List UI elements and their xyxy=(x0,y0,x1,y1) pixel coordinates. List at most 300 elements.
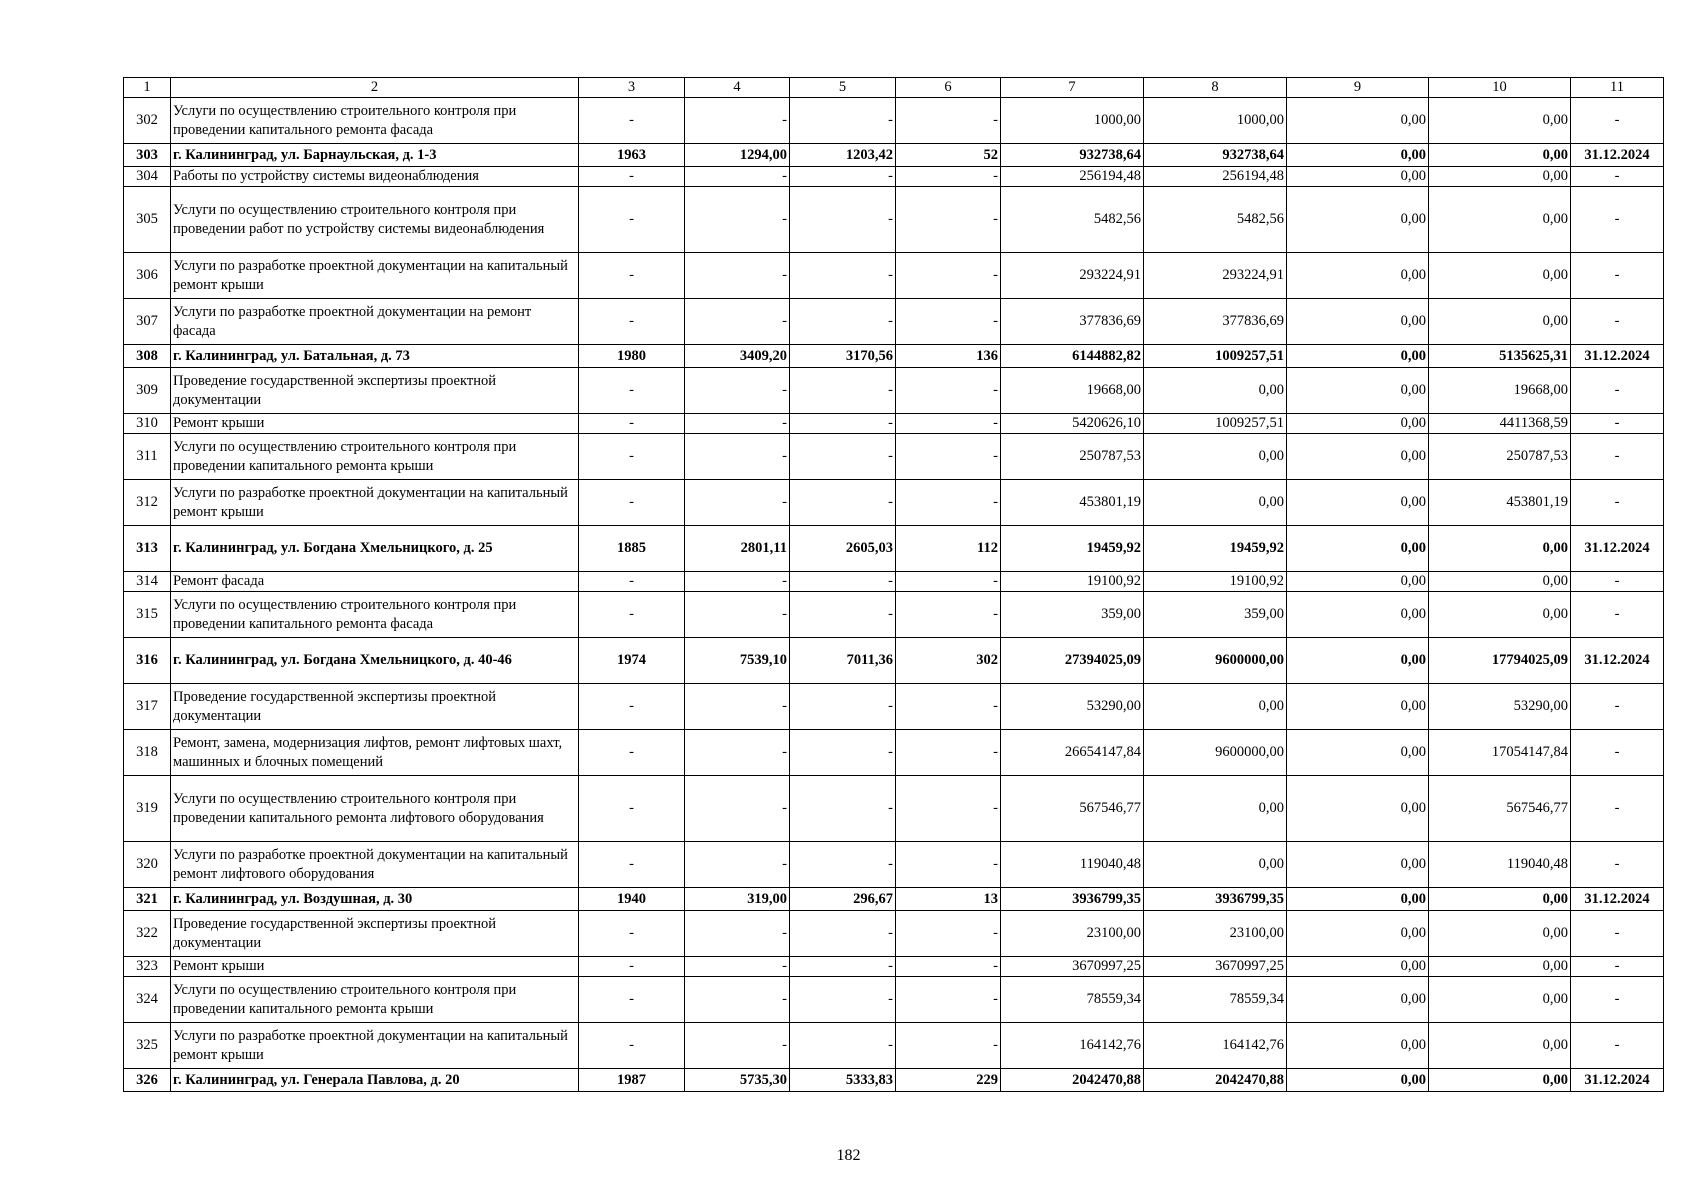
cell-col-4: 2801,11 xyxy=(685,526,790,572)
item-name: г. Калининград, ул. Батальная, д. 73 xyxy=(171,345,579,368)
item-name: Ремонт фасада xyxy=(171,572,579,592)
row-number: 314 xyxy=(124,572,171,592)
cell-col-10: 0,00 xyxy=(1429,888,1571,911)
cell-col-3: 1963 xyxy=(579,144,685,167)
cell-col-10: 119040,48 xyxy=(1429,842,1571,888)
cell-col-6: - xyxy=(896,730,1001,776)
column-header-4: 4 xyxy=(685,78,790,98)
cell-col-8: 0,00 xyxy=(1144,434,1287,480)
table-row xyxy=(124,167,1664,187)
cell-col-11: 31.12.2024 xyxy=(1571,1069,1664,1092)
cell-col-7: 359,00 xyxy=(1001,592,1144,638)
item-name: Услуги по разработке проектной документации на капитальный ремонт крыши xyxy=(171,253,579,299)
cell-col-5: - xyxy=(790,187,896,253)
row-number: 312 xyxy=(124,480,171,526)
table-row xyxy=(124,345,1664,368)
cell-col-10: 0,00 xyxy=(1429,1023,1571,1069)
cell-col-11: - xyxy=(1571,911,1664,957)
cell-col-11: 31.12.2024 xyxy=(1571,144,1664,167)
cell-col-6: 302 xyxy=(896,638,1001,684)
cell-col-3: - xyxy=(579,167,685,187)
cell-col-5: - xyxy=(790,1023,896,1069)
row-number: 324 xyxy=(124,977,171,1023)
page-number: 182 xyxy=(836,1147,861,1164)
cell-col-11: - xyxy=(1571,98,1664,144)
cell-col-7: 293224,91 xyxy=(1001,253,1144,299)
cell-col-10: 0,00 xyxy=(1429,526,1571,572)
table-row xyxy=(124,572,1664,592)
cell-col-8: 23100,00 xyxy=(1144,911,1287,957)
table-row xyxy=(124,911,1664,957)
cell-col-9: 0,00 xyxy=(1287,842,1429,888)
item-name: Услуги по осуществлению строительного контроля при проведении капитального ремонта лифтового оборудования xyxy=(171,776,579,842)
table-row xyxy=(124,368,1664,414)
cell-col-4: - xyxy=(685,730,790,776)
row-number: 317 xyxy=(124,684,171,730)
cell-col-9: 0,00 xyxy=(1287,167,1429,187)
cell-col-7: 377836,69 xyxy=(1001,299,1144,345)
cell-col-8: 0,00 xyxy=(1144,368,1287,414)
cell-col-8: 377836,69 xyxy=(1144,299,1287,345)
cell-col-6: 112 xyxy=(896,526,1001,572)
cell-col-6: - xyxy=(896,299,1001,345)
cell-col-6: 136 xyxy=(896,345,1001,368)
table-row xyxy=(124,888,1664,911)
cell-col-6: - xyxy=(896,167,1001,187)
cell-col-11: - xyxy=(1571,730,1664,776)
cell-col-9: 0,00 xyxy=(1287,526,1429,572)
cell-col-4: - xyxy=(685,957,790,977)
row-number: 316 xyxy=(124,638,171,684)
cell-col-3: - xyxy=(579,480,685,526)
row-number: 309 xyxy=(124,368,171,414)
item-name: Проведение государственной экспертизы проектной документации xyxy=(171,684,579,730)
cell-col-6: - xyxy=(896,368,1001,414)
cell-col-6: - xyxy=(896,1023,1001,1069)
column-header-6: 6 xyxy=(896,78,1001,98)
cell-col-5: 5333,83 xyxy=(790,1069,896,1092)
table-row xyxy=(124,592,1664,638)
cell-col-3: - xyxy=(579,187,685,253)
cell-col-3: - xyxy=(579,957,685,977)
cell-col-3: 1980 xyxy=(579,345,685,368)
row-number: 319 xyxy=(124,776,171,842)
cell-col-7: 256194,48 xyxy=(1001,167,1144,187)
cell-col-7: 5420626,10 xyxy=(1001,414,1144,434)
column-header-8: 8 xyxy=(1144,78,1287,98)
cell-col-6: - xyxy=(896,253,1001,299)
table-body xyxy=(124,98,1664,1092)
cell-col-3: 1974 xyxy=(579,638,685,684)
cell-col-3: - xyxy=(579,911,685,957)
row-number: 303 xyxy=(124,144,171,167)
cell-col-11: 31.12.2024 xyxy=(1571,638,1664,684)
cell-col-6: - xyxy=(896,592,1001,638)
cell-col-9: 0,00 xyxy=(1287,592,1429,638)
cell-col-6: 229 xyxy=(896,1069,1001,1092)
cell-col-5: 7011,36 xyxy=(790,638,896,684)
cell-col-7: 19100,92 xyxy=(1001,572,1144,592)
cell-col-4: - xyxy=(685,253,790,299)
header-row xyxy=(124,78,1664,98)
cell-col-6: - xyxy=(896,434,1001,480)
item-name: Услуги по разработке проектной документации на капитальный ремонт крыши xyxy=(171,1023,579,1069)
cell-col-11: - xyxy=(1571,842,1664,888)
works-table xyxy=(123,77,1664,1092)
cell-col-9: 0,00 xyxy=(1287,776,1429,842)
cell-col-3: - xyxy=(579,842,685,888)
cell-col-9: 0,00 xyxy=(1287,1023,1429,1069)
cell-col-9: 0,00 xyxy=(1287,911,1429,957)
row-number: 313 xyxy=(124,526,171,572)
cell-col-8: 9600000,00 xyxy=(1144,730,1287,776)
cell-col-11: - xyxy=(1571,167,1664,187)
cell-col-9: 0,00 xyxy=(1287,684,1429,730)
row-number: 320 xyxy=(124,842,171,888)
cell-col-11: - xyxy=(1571,299,1664,345)
cell-col-10: 0,00 xyxy=(1429,977,1571,1023)
cell-col-6: - xyxy=(896,480,1001,526)
cell-col-11: 31.12.2024 xyxy=(1571,526,1664,572)
cell-col-7: 3670997,25 xyxy=(1001,957,1144,977)
table-row xyxy=(124,480,1664,526)
cell-col-8: 1009257,51 xyxy=(1144,345,1287,368)
cell-col-7: 2042470,88 xyxy=(1001,1069,1144,1092)
cell-col-4: - xyxy=(685,434,790,480)
cell-col-5: - xyxy=(790,730,896,776)
cell-col-8: 19100,92 xyxy=(1144,572,1287,592)
cell-col-6: - xyxy=(896,98,1001,144)
column-header-1: 1 xyxy=(124,78,171,98)
cell-col-3: - xyxy=(579,592,685,638)
cell-col-4: - xyxy=(685,187,790,253)
cell-col-3: - xyxy=(579,776,685,842)
item-name: г. Калининград, ул. Воздушная, д. 30 xyxy=(171,888,579,911)
cell-col-8: 9600000,00 xyxy=(1144,638,1287,684)
cell-col-4: - xyxy=(685,977,790,1023)
cell-col-10: 53290,00 xyxy=(1429,684,1571,730)
cell-col-5: - xyxy=(790,977,896,1023)
item-name: Проведение государственной экспертизы проектной документации xyxy=(171,368,579,414)
table-row xyxy=(124,730,1664,776)
cell-col-6: - xyxy=(896,684,1001,730)
cell-col-8: 2042470,88 xyxy=(1144,1069,1287,1092)
cell-col-4: - xyxy=(685,480,790,526)
cell-col-3: 1885 xyxy=(579,526,685,572)
cell-col-5: - xyxy=(790,842,896,888)
cell-col-11: - xyxy=(1571,434,1664,480)
column-header-9: 9 xyxy=(1287,78,1429,98)
cell-col-9: 0,00 xyxy=(1287,480,1429,526)
cell-col-5: - xyxy=(790,776,896,842)
cell-col-9: 0,00 xyxy=(1287,299,1429,345)
cell-col-10: 250787,53 xyxy=(1429,434,1571,480)
item-name: Ремонт крыши xyxy=(171,414,579,434)
cell-col-6: - xyxy=(896,957,1001,977)
cell-col-9: 0,00 xyxy=(1287,888,1429,911)
row-number: 307 xyxy=(124,299,171,345)
item-name: Услуги по осуществлению строительного контроля при проведении работ по устройству системы видеонаблюдения xyxy=(171,187,579,253)
cell-col-8: 5482,56 xyxy=(1144,187,1287,253)
cell-col-5: - xyxy=(790,434,896,480)
cell-col-5: - xyxy=(790,572,896,592)
cell-col-3: - xyxy=(579,684,685,730)
item-name: Услуги по осуществлению строительного контроля при проведении капитального ремонта фасада xyxy=(171,98,579,144)
cell-col-5: - xyxy=(790,480,896,526)
cell-col-10: 17054147,84 xyxy=(1429,730,1571,776)
cell-col-7: 453801,19 xyxy=(1001,480,1144,526)
cell-col-8: 164142,76 xyxy=(1144,1023,1287,1069)
cell-col-5: 3170,56 xyxy=(790,345,896,368)
cell-col-7: 78559,34 xyxy=(1001,977,1144,1023)
cell-col-7: 1000,00 xyxy=(1001,98,1144,144)
cell-col-8: 1009257,51 xyxy=(1144,414,1287,434)
cell-col-9: 0,00 xyxy=(1287,977,1429,1023)
cell-col-5: - xyxy=(790,684,896,730)
cell-col-10: 19668,00 xyxy=(1429,368,1571,414)
table-row xyxy=(124,434,1664,480)
cell-col-6: - xyxy=(896,414,1001,434)
cell-col-3: - xyxy=(579,572,685,592)
cell-col-9: 0,00 xyxy=(1287,572,1429,592)
cell-col-11: - xyxy=(1571,977,1664,1023)
cell-col-11: - xyxy=(1571,253,1664,299)
column-header-10: 10 xyxy=(1429,78,1571,98)
cell-col-7: 53290,00 xyxy=(1001,684,1144,730)
cell-col-3: 1987 xyxy=(579,1069,685,1092)
cell-col-4: 7539,10 xyxy=(685,638,790,684)
cell-col-4: - xyxy=(685,911,790,957)
cell-col-10: 0,00 xyxy=(1429,572,1571,592)
row-number: 304 xyxy=(124,167,171,187)
cell-col-8: 0,00 xyxy=(1144,684,1287,730)
table-row xyxy=(124,1069,1664,1092)
item-name: Услуги по разработке проектной документации на капитальный ремонт лифтового оборудования xyxy=(171,842,579,888)
cell-col-3: - xyxy=(579,1023,685,1069)
item-name: Ремонт, замена, модернизация лифтов, ремонт лифтовых шахт, машинных и блочных помещений xyxy=(171,730,579,776)
cell-col-7: 164142,76 xyxy=(1001,1023,1144,1069)
cell-col-4: - xyxy=(685,592,790,638)
cell-col-9: 0,00 xyxy=(1287,98,1429,144)
cell-col-10: 0,00 xyxy=(1429,98,1571,144)
cell-col-5: - xyxy=(790,911,896,957)
cell-col-4: - xyxy=(685,98,790,144)
cell-col-5: - xyxy=(790,299,896,345)
cell-col-6: - xyxy=(896,776,1001,842)
cell-col-4: - xyxy=(685,414,790,434)
table-row xyxy=(124,414,1664,434)
cell-col-10: 0,00 xyxy=(1429,167,1571,187)
cell-col-4: - xyxy=(685,167,790,187)
item-name: Услуги по разработке проектной документации на ремонт фасада xyxy=(171,299,579,345)
table-row xyxy=(124,98,1664,144)
row-number: 306 xyxy=(124,253,171,299)
cell-col-8: 1000,00 xyxy=(1144,98,1287,144)
cell-col-11: - xyxy=(1571,957,1664,977)
cell-col-6: - xyxy=(896,911,1001,957)
cell-col-5: - xyxy=(790,253,896,299)
item-name: Ремонт крыши xyxy=(171,957,579,977)
cell-col-7: 932738,64 xyxy=(1001,144,1144,167)
row-number: 318 xyxy=(124,730,171,776)
row-number: 323 xyxy=(124,957,171,977)
cell-col-11: - xyxy=(1571,414,1664,434)
cell-col-9: 0,00 xyxy=(1287,638,1429,684)
item-name: Работы по устройству системы видеонаблюдения xyxy=(171,167,579,187)
cell-col-7: 250787,53 xyxy=(1001,434,1144,480)
cell-col-8: 0,00 xyxy=(1144,480,1287,526)
cell-col-10: 0,00 xyxy=(1429,1069,1571,1092)
cell-col-4: 5735,30 xyxy=(685,1069,790,1092)
cell-col-8: 359,00 xyxy=(1144,592,1287,638)
item-name: Услуги по разработке проектной документации на капитальный ремонт крыши xyxy=(171,480,579,526)
cell-col-3: - xyxy=(579,368,685,414)
table-row xyxy=(124,684,1664,730)
cell-col-9: 0,00 xyxy=(1287,345,1429,368)
cell-col-8: 932738,64 xyxy=(1144,144,1287,167)
table-row xyxy=(124,144,1664,167)
cell-col-7: 567546,77 xyxy=(1001,776,1144,842)
row-number: 326 xyxy=(124,1069,171,1092)
row-number: 310 xyxy=(124,414,171,434)
cell-col-3: - xyxy=(579,253,685,299)
cell-col-6: - xyxy=(896,842,1001,888)
table-row xyxy=(124,1023,1664,1069)
column-header-2: 2 xyxy=(171,78,579,98)
row-number: 322 xyxy=(124,911,171,957)
cell-col-8: 19459,92 xyxy=(1144,526,1287,572)
table-row xyxy=(124,187,1664,253)
cell-col-10: 0,00 xyxy=(1429,144,1571,167)
cell-col-10: 0,00 xyxy=(1429,911,1571,957)
cell-col-8: 0,00 xyxy=(1144,842,1287,888)
cell-col-9: 0,00 xyxy=(1287,434,1429,480)
cell-col-5: 296,67 xyxy=(790,888,896,911)
cell-col-3: - xyxy=(579,434,685,480)
cell-col-9: 0,00 xyxy=(1287,187,1429,253)
cell-col-3: - xyxy=(579,299,685,345)
cell-col-11: - xyxy=(1571,1023,1664,1069)
row-number: 325 xyxy=(124,1023,171,1069)
cell-col-4: 319,00 xyxy=(685,888,790,911)
cell-col-11: - xyxy=(1571,776,1664,842)
item-name: г. Калининград, ул. Генерала Павлова, д. 20 xyxy=(171,1069,579,1092)
cell-col-10: 0,00 xyxy=(1429,299,1571,345)
cell-col-4: - xyxy=(685,368,790,414)
table-row xyxy=(124,299,1664,345)
cell-col-7: 19668,00 xyxy=(1001,368,1144,414)
cell-col-11: - xyxy=(1571,684,1664,730)
column-header-3: 3 xyxy=(579,78,685,98)
cell-col-3: 1940 xyxy=(579,888,685,911)
cell-col-5: 1203,42 xyxy=(790,144,896,167)
cell-col-9: 0,00 xyxy=(1287,730,1429,776)
cell-col-3: - xyxy=(579,98,685,144)
cell-col-8: 3670997,25 xyxy=(1144,957,1287,977)
cell-col-5: - xyxy=(790,167,896,187)
item-name: Проведение государственной экспертизы проектной документации xyxy=(171,911,579,957)
cell-col-11: 31.12.2024 xyxy=(1571,345,1664,368)
cell-col-10: 4411368,59 xyxy=(1429,414,1571,434)
row-number: 315 xyxy=(124,592,171,638)
cell-col-6: - xyxy=(896,572,1001,592)
cell-col-8: 256194,48 xyxy=(1144,167,1287,187)
column-header-7: 7 xyxy=(1001,78,1144,98)
cell-col-10: 567546,77 xyxy=(1429,776,1571,842)
cell-col-8: 78559,34 xyxy=(1144,977,1287,1023)
cell-col-10: 0,00 xyxy=(1429,957,1571,977)
table-row xyxy=(124,526,1664,572)
cell-col-5: - xyxy=(790,414,896,434)
cell-col-9: 0,00 xyxy=(1287,414,1429,434)
cell-col-6: 52 xyxy=(896,144,1001,167)
cell-col-6: - xyxy=(896,977,1001,1023)
cell-col-11: - xyxy=(1571,368,1664,414)
cell-col-8: 3936799,35 xyxy=(1144,888,1287,911)
cell-col-7: 23100,00 xyxy=(1001,911,1144,957)
cell-col-5: - xyxy=(790,592,896,638)
cell-col-7: 6144882,82 xyxy=(1001,345,1144,368)
cell-col-9: 0,00 xyxy=(1287,957,1429,977)
cell-col-6: 13 xyxy=(896,888,1001,911)
cell-col-7: 26654147,84 xyxy=(1001,730,1144,776)
cell-col-3: - xyxy=(579,730,685,776)
row-number: 302 xyxy=(124,98,171,144)
cell-col-4: - xyxy=(685,572,790,592)
cell-col-11: - xyxy=(1571,480,1664,526)
item-name: Услуги по осуществлению строительного контроля при проведении капитального ремонта фасада xyxy=(171,592,579,638)
row-number: 321 xyxy=(124,888,171,911)
cell-col-5: - xyxy=(790,98,896,144)
item-name: г. Калининград, ул. Барнаульская, д. 1-3 xyxy=(171,144,579,167)
item-name: г. Калининград, ул. Богдана Хмельницкого, д. 40-46 xyxy=(171,638,579,684)
cell-col-11: - xyxy=(1571,572,1664,592)
cell-col-6: - xyxy=(896,187,1001,253)
cell-col-5: 2605,03 xyxy=(790,526,896,572)
cell-col-3: - xyxy=(579,977,685,1023)
column-header-11: 11 xyxy=(1571,78,1664,98)
item-name: Услуги по осуществлению строительного контроля при проведении капитального ремонта крыши xyxy=(171,977,579,1023)
cell-col-5: - xyxy=(790,957,896,977)
cell-col-9: 0,00 xyxy=(1287,1069,1429,1092)
cell-col-7: 19459,92 xyxy=(1001,526,1144,572)
table-row xyxy=(124,977,1664,1023)
row-number: 311 xyxy=(124,434,171,480)
cell-col-7: 119040,48 xyxy=(1001,842,1144,888)
table-row xyxy=(124,957,1664,977)
cell-col-7: 3936799,35 xyxy=(1001,888,1144,911)
cell-col-4: - xyxy=(685,299,790,345)
row-number: 308 xyxy=(124,345,171,368)
table-row xyxy=(124,253,1664,299)
cell-col-10: 0,00 xyxy=(1429,253,1571,299)
item-name: Услуги по осуществлению строительного контроля при проведении капитального ремонта крыши xyxy=(171,434,579,480)
cell-col-10: 0,00 xyxy=(1429,592,1571,638)
cell-col-10: 17794025,09 xyxy=(1429,638,1571,684)
table-row xyxy=(124,638,1664,684)
cell-col-3: - xyxy=(579,414,685,434)
cell-col-4: 1294,00 xyxy=(685,144,790,167)
cell-col-9: 0,00 xyxy=(1287,253,1429,299)
cell-col-8: 293224,91 xyxy=(1144,253,1287,299)
table-row xyxy=(124,776,1664,842)
item-name: г. Калининград, ул. Богдана Хмельницкого, д. 25 xyxy=(171,526,579,572)
cell-col-7: 5482,56 xyxy=(1001,187,1144,253)
cell-col-4: - xyxy=(685,776,790,842)
table-row xyxy=(124,842,1664,888)
cell-col-11: - xyxy=(1571,592,1664,638)
row-number: 305 xyxy=(124,187,171,253)
